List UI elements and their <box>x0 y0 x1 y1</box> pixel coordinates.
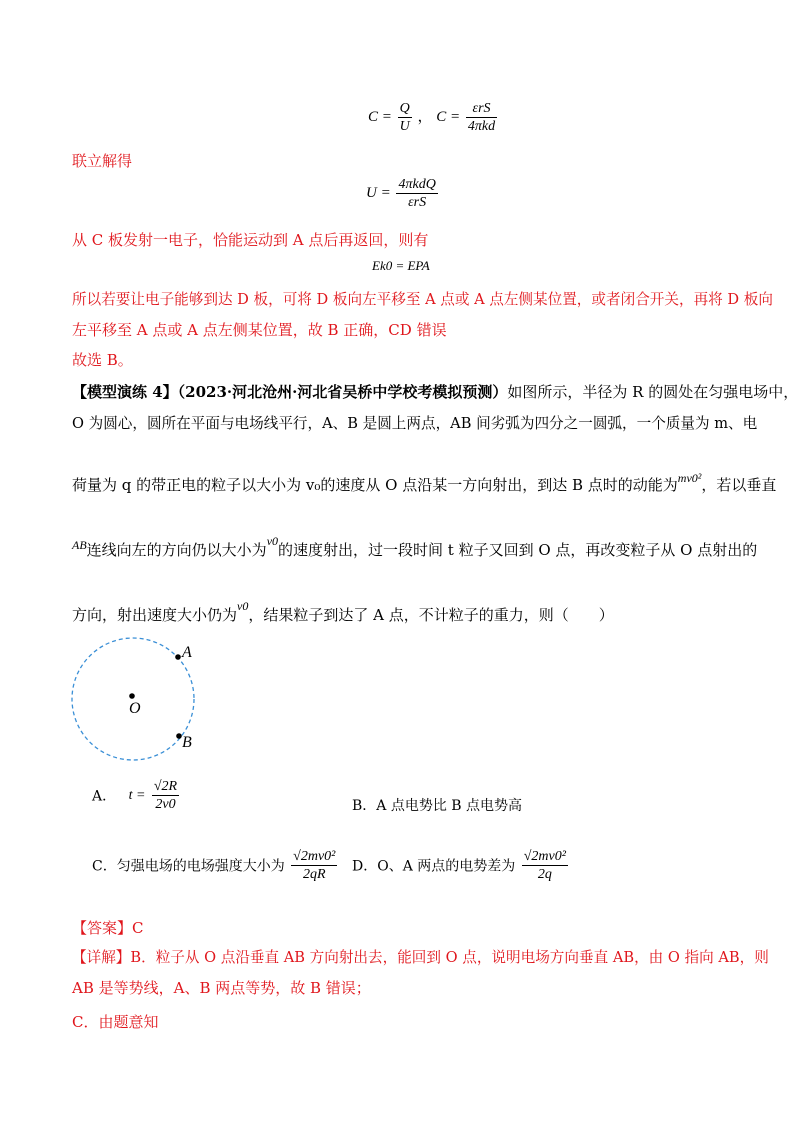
v0-symbol: v0 <box>266 534 279 548</box>
energy-equation: Ek0 = EPA <box>372 258 430 273</box>
c2-fraction <box>466 100 497 135</box>
detail-tag: 【详解】 <box>72 949 131 966</box>
label-a: A <box>182 644 192 661</box>
text-lianli: 联立解得 <box>72 152 133 170</box>
option-d-text: O、A 两点的电势差为 <box>377 858 516 875</box>
eq-separator: ， <box>417 108 433 125</box>
capacitance-equations <box>368 100 499 135</box>
option-d-denominator: 2q <box>537 867 552 882</box>
option-c[interactable] <box>92 848 339 883</box>
voltage-equation <box>366 176 440 211</box>
problem-line4a: 连线向左的方向仍以大小为 <box>86 541 267 559</box>
voltage-numerator: 4πkdQ <box>398 177 436 192</box>
kinetic-energy-expr: mv0² <box>677 471 702 485</box>
ab-symbol: AB <box>72 538 87 552</box>
point-o <box>129 693 135 699</box>
answer-line <box>72 918 144 938</box>
para1-line1: 所以若要让电子能够到达 D 板，可将 D 板向左平移至 A 点或 A 点左侧某位置，或者闭合开关，再将 D 板向 <box>72 291 773 308</box>
problem-line5a: 方向，射出速度大小仍为 <box>72 606 238 624</box>
option-a-numerator: √2R <box>153 779 178 794</box>
problem-line4 <box>72 531 757 560</box>
voltage-lhs: U = <box>366 184 391 201</box>
voltage-denominator: εrS <box>408 195 427 210</box>
option-d-fraction <box>522 848 568 883</box>
point-a <box>175 654 181 660</box>
problem-tag: 【模型演练 4】 <box>72 383 178 401</box>
problem-line3b: ，若以垂直 <box>701 476 777 494</box>
option-a-label: A． <box>92 788 117 805</box>
c1-denominator: U <box>399 119 410 134</box>
para1-line2: 左平移至 A 点或 A 点左侧某位置，故 B 正确，CD 错误 <box>72 321 447 339</box>
option-b[interactable] <box>352 795 522 815</box>
option-d-label: D． <box>352 858 378 875</box>
label-o: O <box>129 700 141 717</box>
problem-line1 <box>72 382 798 402</box>
c1-fraction <box>398 100 412 135</box>
problem-line5b: ，结果粒子到达了 A 点，不计粒子的重力，则（ ） <box>248 606 614 624</box>
c1-numerator: Q <box>399 101 410 116</box>
problem-source: （2023·河北沧州·河北省吴桥中学校考模拟预测） <box>177 383 508 401</box>
c2-numerator: εrS <box>466 100 497 118</box>
detail-line2: AB 是等势线，A、B 两点等势，故 B 错误； <box>72 979 371 997</box>
circle-figure <box>68 636 208 766</box>
problem-line3a: 荷量为 q 的带正电的粒子以大小为 v₀的速度从 O 点沿某一方向射出，到达 B 点时的动能为 <box>72 476 678 494</box>
detail-line1-text: B．粒子从 O 点沿垂直 AB 方向射出去，能回到 O 点，说明电场方向垂直 AB，由 O 指向 AB，则 <box>130 949 769 966</box>
option-a-denominator: 2v0 <box>155 797 176 812</box>
problem-line4b: 的速度射出，过一段时间 t 粒子又回到 O 点，再改变粒子从 O 点射出的 <box>278 541 758 559</box>
option-b-text: A 点电势比 B 点电势高 <box>376 798 523 814</box>
c2-lhs: C = <box>436 108 461 125</box>
voltage-fraction <box>396 176 437 211</box>
option-a[interactable] <box>92 778 181 813</box>
detail-line1 <box>72 948 769 968</box>
problem-line2: O 为圆心，圆所在平面与电场线平行，A、B 是圆上两点，AB 间劣弧为四分之一圆弧，一个质量为 m、电 <box>72 415 758 432</box>
option-c-denominator: 2qR <box>303 867 326 882</box>
option-a-lhs: t = <box>128 787 146 803</box>
problem-line5 <box>72 596 614 625</box>
c1-lhs: C = <box>368 108 392 125</box>
option-c-fraction <box>291 848 337 883</box>
option-b-label: B． <box>352 798 377 814</box>
option-d[interactable] <box>352 848 570 883</box>
c2-denominator: 4πkd <box>467 119 496 134</box>
v0-symbol-2: v0 <box>237 599 249 613</box>
option-c-numerator: √2mv0² <box>293 849 336 864</box>
answer-value: C <box>132 919 144 937</box>
text-from-c: 从 C 板发射一电子，恰能运动到 A 点后再返回，则有 <box>72 231 429 249</box>
option-c-label: C． <box>92 858 117 875</box>
problem-line3 <box>72 468 776 495</box>
option-c-text: 匀强电场的电场强度大小为 <box>116 858 285 875</box>
label-b: B <box>182 734 192 751</box>
problem-line1-rest: 如图所示，半径为 R 的圆处在匀强电场中， <box>507 383 799 401</box>
option-a-fraction <box>152 778 179 813</box>
text-choose: 故选 B。 <box>72 351 133 369</box>
option-d-numerator: √2mv0² <box>523 849 566 864</box>
detail-line3: C．由题意知 <box>72 1013 159 1031</box>
answer-tag: 【答案】 <box>72 919 133 937</box>
point-b <box>176 733 182 739</box>
